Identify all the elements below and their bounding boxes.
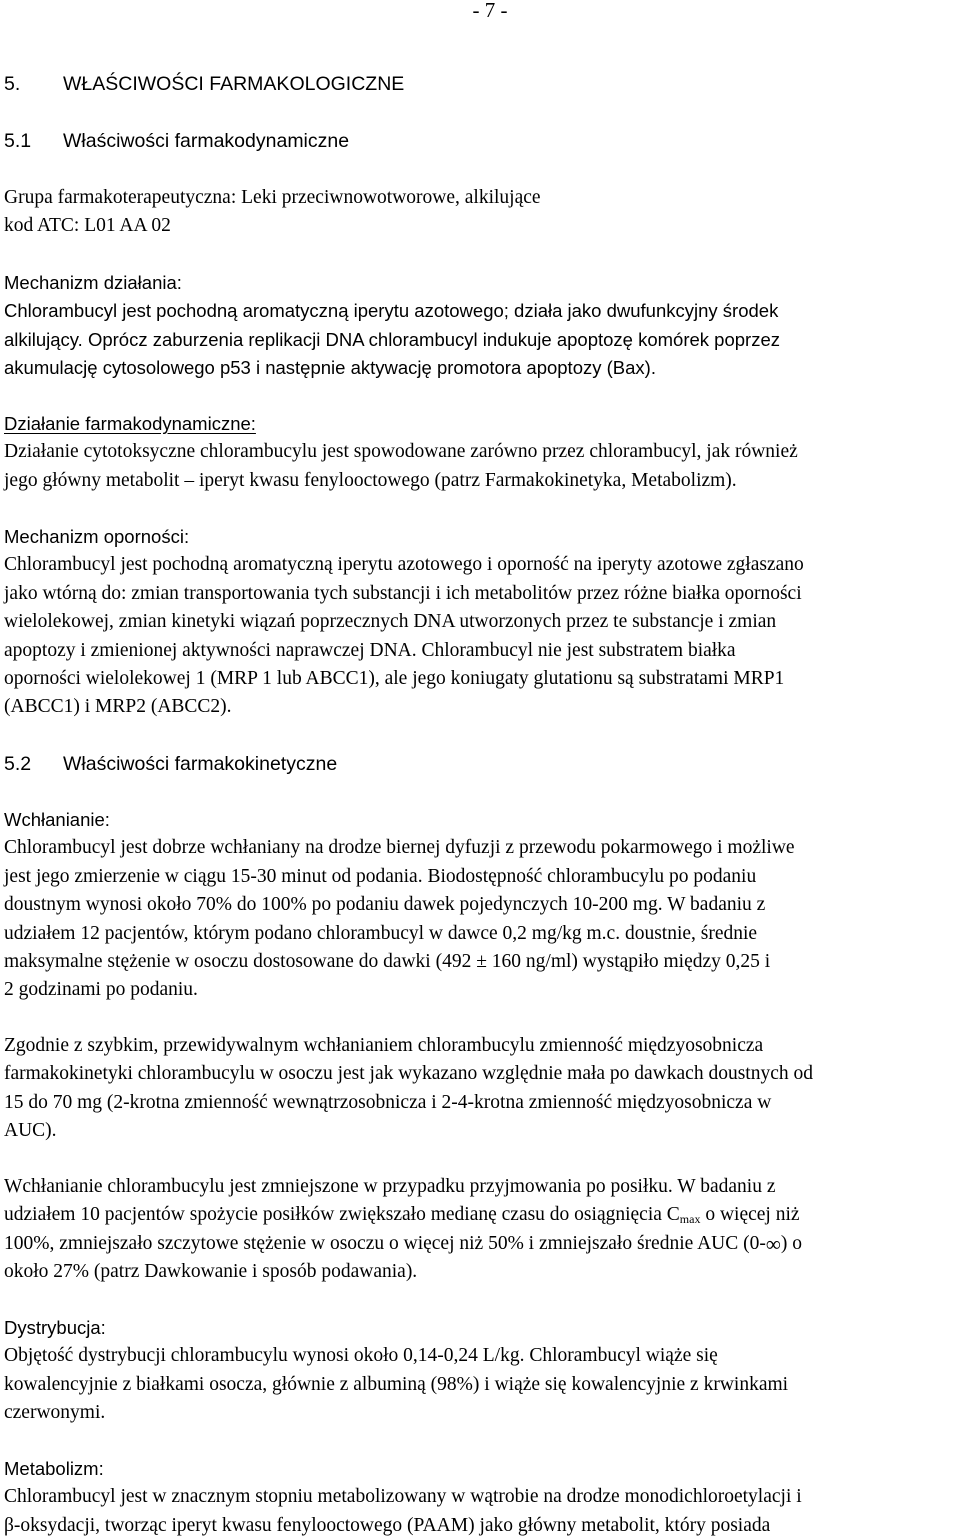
variability-line: 15 do 70 mg (2-krotna zmienność wewnątrzosobnicza i 2-4-krotna zmienność międzyosobnicza w: [4, 1091, 772, 1113]
absorption-line: jest jego zmierzenie w ciągu 15-30 minut od podania. Biodostępność chlorambucylu po podaniu: [4, 865, 757, 887]
food-effect-line: około 27% (patrz Dawkowanie i sposób podawania).: [4, 1261, 418, 1283]
variability-line: farmakokinetyki chlorambucylu w osoczu jest jak wykazano względnie mała po dawkach doustnych od: [4, 1063, 814, 1085]
resistance-line: oporności wielolekowej 1 (MRP 1 lub ABCC1), ale jego koniugaty glutationu są substratami MRP1: [4, 668, 785, 690]
absorption-heading: Wchłanianie:: [4, 809, 110, 830]
resistance-line: Chlorambucyl jest pochodną aromatyczną iperytu azotowego i oporność na iperyty azotowe zgłaszano: [4, 554, 804, 576]
distribution-heading: Dystrybucja:: [4, 1317, 106, 1338]
food-effect-text: 100%, zmniejszało szczytowe stężenie w osoczu o więcej niż 50% i zmniejszało średnie AUC (0-: [4, 1232, 766, 1254]
metabolism-heading: Metabolizm:: [4, 1458, 104, 1479]
mechanism-line: Chlorambucyl jest pochodną aromatyczną iperytu azotowego; działa jako dwufunkcyjny środek: [4, 300, 779, 322]
absorption-line: maksymalne stężenie w osoczu dostosowane do dawki (492 ± 160 ng/ml) wystąpiło między 0,25 i: [4, 951, 771, 973]
distribution-line: Objętość dystrybucji chlorambucylu wynosi około 0,14-0,24 L/kg. Chlorambucyl wiąże się: [4, 1345, 718, 1367]
mechanism-heading: Mechanizm działania:: [4, 272, 182, 293]
section-5-2-number: 5.2: [4, 753, 32, 775]
section-5-2-heading: [4, 750, 956, 778]
section-5-number: 5.: [4, 73, 21, 95]
pharmacodynamic-effects: [4, 410, 956, 495]
variability-line: Zgodnie z szybkim, przewidywalnym wchłanianiem chlorambucylu zmienność międzyosobnicza: [4, 1035, 764, 1056]
food-effect-paragraph: [4, 1173, 956, 1287]
pharmacodynamic-line: Działanie cytotoksyczne chlorambucylu jest spowodowane zarówno przez chlorambucyl, jak również: [4, 441, 798, 463]
absorption-section: [4, 806, 956, 1005]
food-effect-line: [4, 1201, 956, 1229]
metabolism-section: [4, 1455, 956, 1540]
food-effect-text: udziałem 10 pacjentów spożycie posiłków zwiększało medianę czasu do osiągnięcia C: [4, 1204, 680, 1226]
absorption-line: Chlorambucyl jest dobrze wchłaniany na drodze biernej dyfuzji z przewodu pokarmowego i możliwe: [4, 837, 795, 859]
section-5-2-title: Właściwości farmakokinetyczne: [63, 753, 338, 775]
distribution-line: kowalencyjnie z białkami osocza, głównie z albuminą (98%) i wiąże się kowalencyjnie z krwinkami: [4, 1373, 789, 1395]
section-5-1-number: 5.1: [4, 130, 32, 152]
infinity-symbol: ∞: [765, 1231, 781, 1256]
food-effect-line: [4, 1230, 956, 1258]
cmax-subscript: max: [679, 1212, 701, 1227]
absorption-line: doustnym wynosi około 70% do 100% po podaniu dawek pojedynczych 10-200 mg. W badaniu z: [4, 894, 766, 916]
pharmacodynamic-heading: [4, 410, 956, 438]
page-number: - 7 -: [472, 0, 508, 22]
pharmacodynamic-heading-text: Działanie farmakodynamiczne:: [4, 413, 256, 434]
mechanism-of-action: [4, 269, 956, 383]
section-5-heading: [4, 70, 956, 98]
group-line: Grupa farmakoterapeutyczna: Leki przeciwnowotworowe, alkilujące: [4, 187, 541, 208]
distribution-line: czerwonymi.: [4, 1402, 106, 1424]
variability-line: AUC).: [4, 1120, 57, 1142]
resistance-line: apoptozy i zmienionej aktywności naprawczej DNA. Chlorambucyl nie jest substratem białka: [4, 639, 736, 661]
atc-code-line: [4, 212, 956, 240]
resistance-line: wielolekowej, zmian kinetyki wiązań poprzecznych DNA utworzonych przez te substancje i zmian: [4, 611, 777, 633]
absorption-line: 2 godzinami po podaniu.: [4, 979, 198, 1001]
metabolism-line: β-oksydacji, tworząc iperyt kwasu fenylooctowego (PAAM) jako główny metabolit, który posiada: [4, 1514, 771, 1536]
resistance-line: (ABCC1) i MRP2 (ABCC2).: [4, 696, 232, 718]
section-5-1-heading: [4, 127, 956, 155]
food-effect-text: o więcej niż: [700, 1204, 800, 1226]
atc-label: kod ATC:: [4, 215, 80, 237]
absorption-line: udziałem 12 pacjentów, którym podano chlorambucyl w dawce 0,2 mg/kg m.c. doustnie, średnie: [4, 922, 758, 944]
pharmacodynamic-line: jego główny metabolit – iperyt kwasu fenylooctowego (patrz Farmakokinetyka, Metabolizm).: [4, 469, 737, 491]
metabolism-line: Chlorambucyl jest w znacznym stopniu metabolizowany w wątrobie na drodze monodichloroetylacji i: [4, 1486, 802, 1508]
food-effect-text: ) o: [780, 1232, 802, 1254]
atc-value: L01 AA 02: [84, 215, 171, 237]
pharmacotherapeutic-group: [4, 184, 956, 241]
section-5-title: WŁAŚCIWOŚCI FARMAKOLOGICZNE: [63, 73, 405, 95]
mechanism-line: akumulację cytosolowego p53 i następnie aktywację promotora apoptozy (Bax).: [4, 357, 656, 379]
resistance-heading: Mechanizm oporności:: [4, 526, 190, 547]
section-5-1-title: Właściwości farmakodynamiczne: [63, 130, 350, 152]
mechanism-line: alkilujący. Oprócz zaburzenia replikacji DNA chlorambucyl indukuje apoptozę komórek poprzez: [4, 328, 780, 350]
resistance-line: jako wtórną do: zmian transportowania tych substancji i ich metabolitów przez różne białka oporności: [4, 582, 802, 604]
food-effect-line: Wchłanianie chlorambucylu jest zmniejszone w przypadku przyjmowania po posiłku. W badaniu z: [4, 1176, 776, 1197]
resistance-mechanism: [4, 523, 956, 722]
absorption-variability-paragraph: [4, 1032, 956, 1146]
distribution-section: [4, 1314, 956, 1428]
